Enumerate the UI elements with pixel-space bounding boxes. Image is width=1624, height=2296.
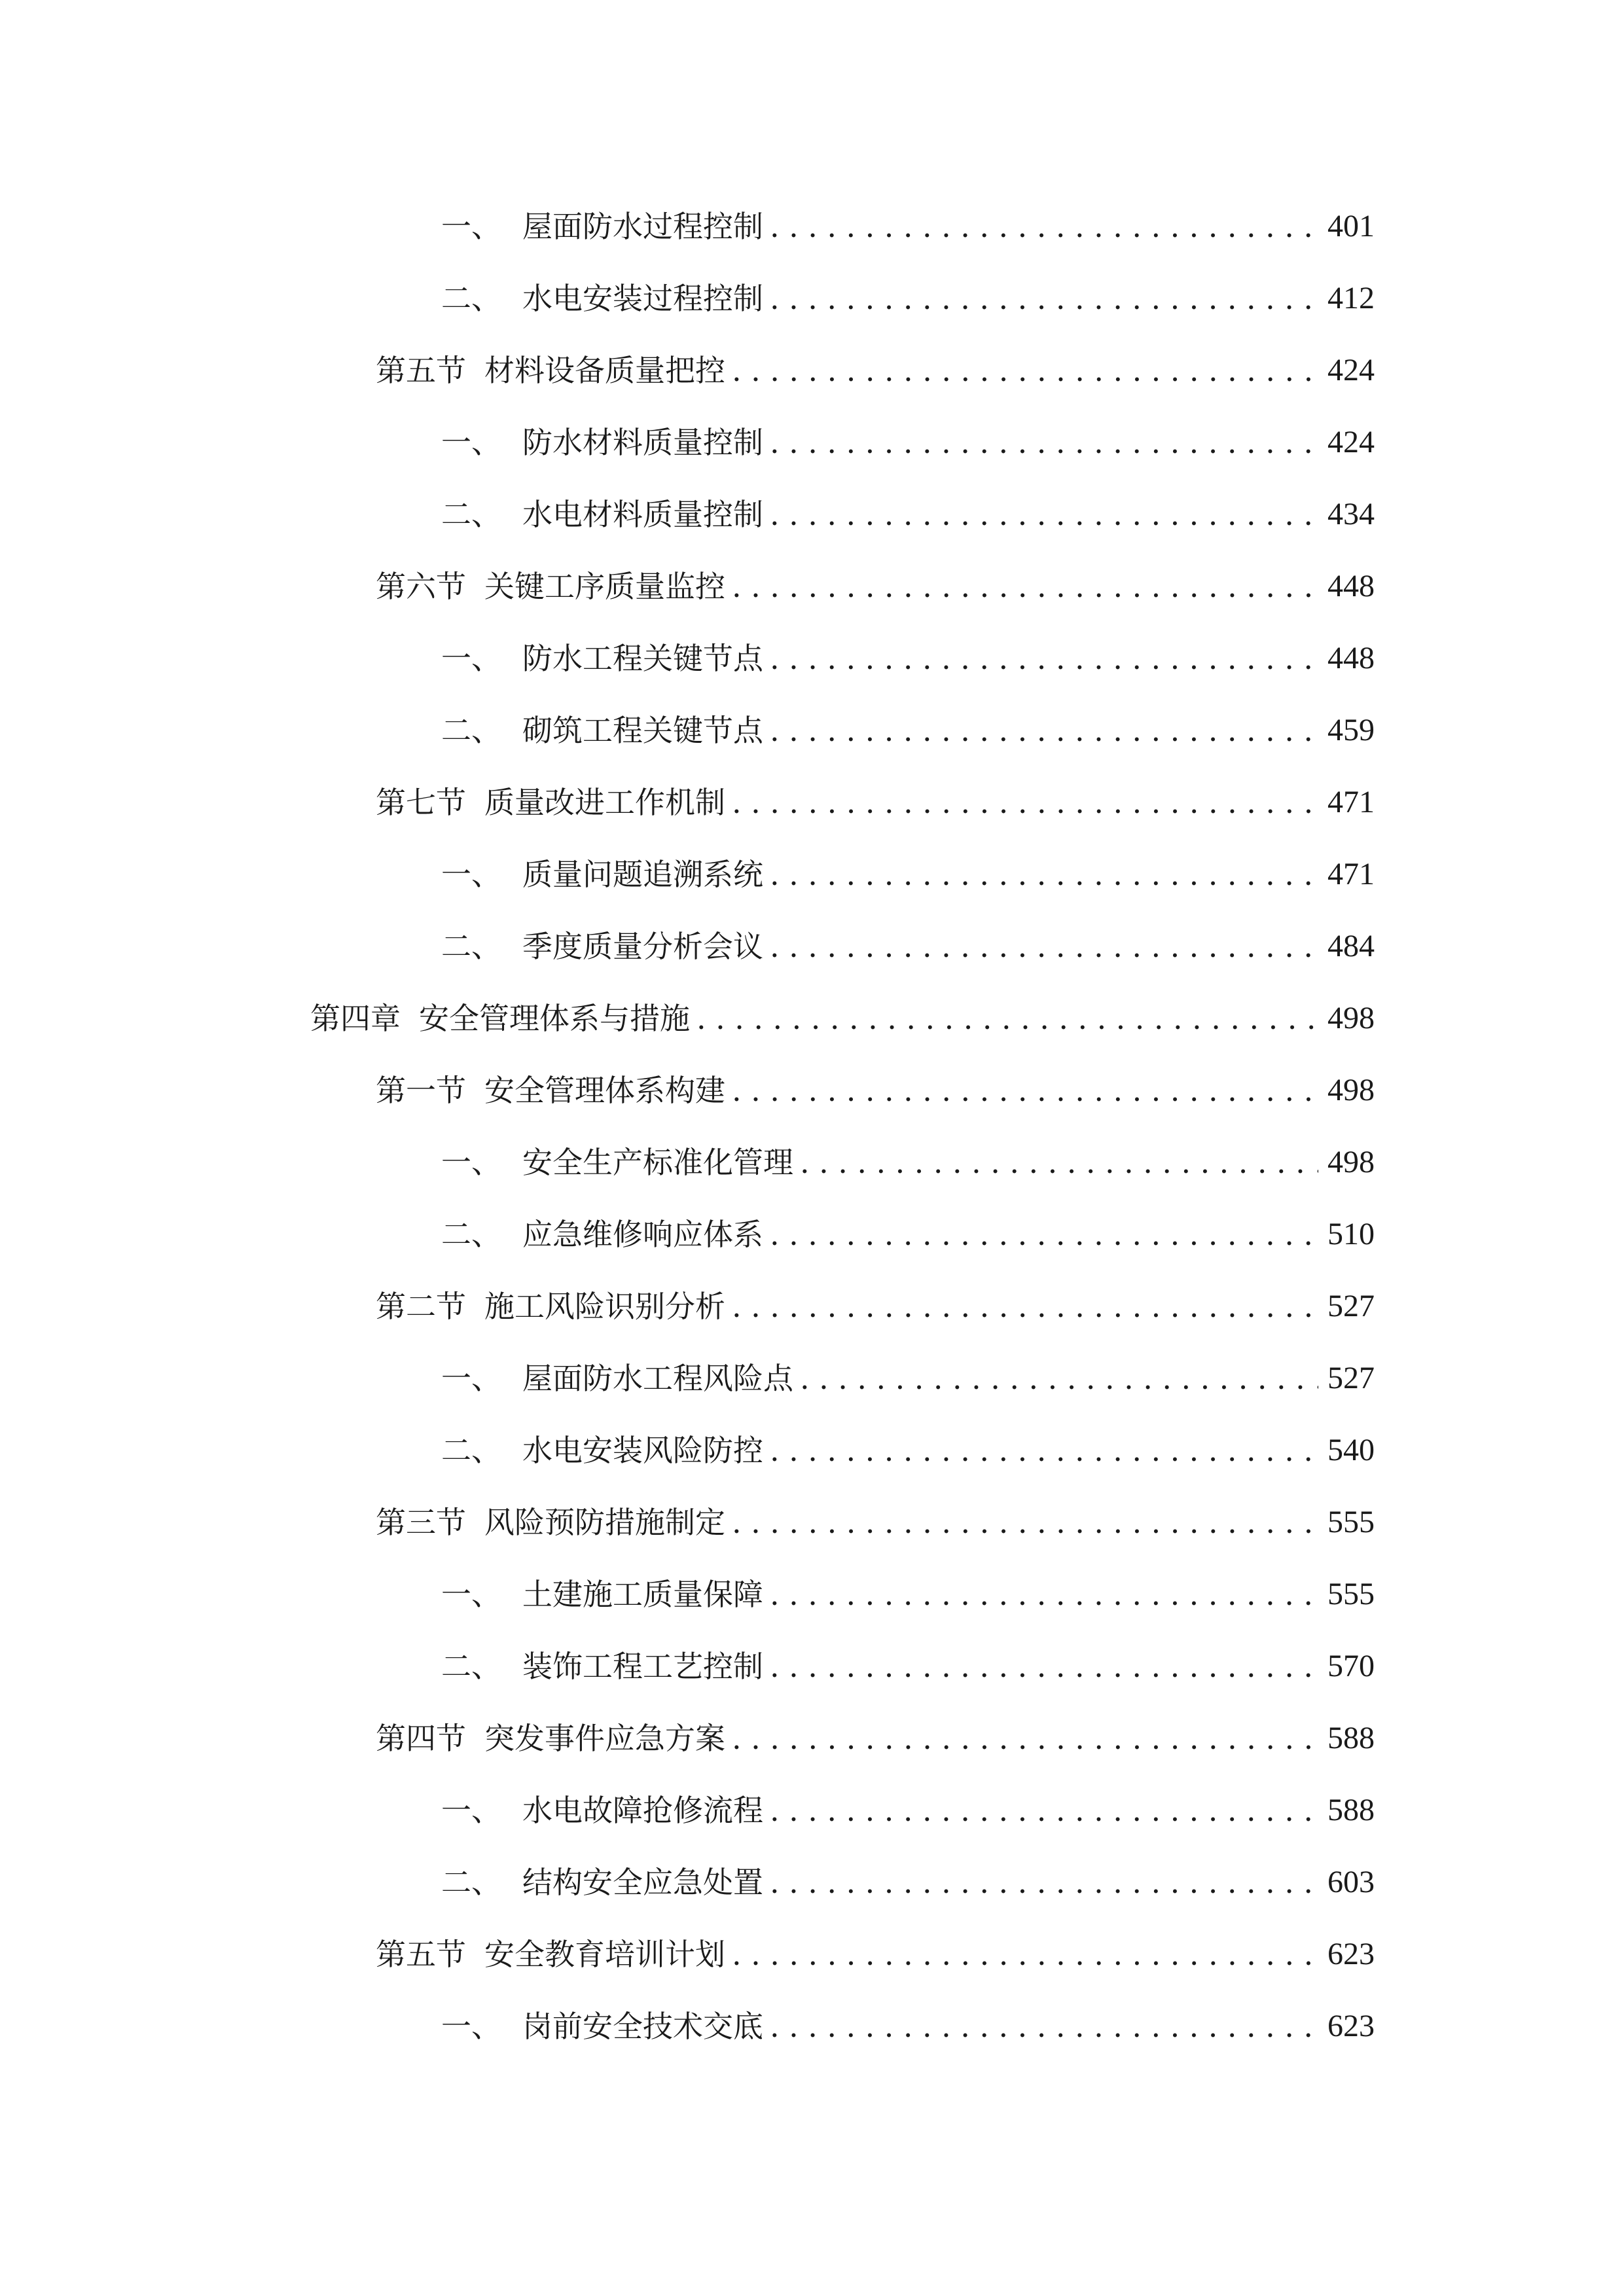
toc-entry-title: 防水材料质量控制 — [522, 425, 763, 460]
dot-leader — [770, 1640, 1318, 1693]
dot-leader — [800, 1352, 1318, 1405]
toc-entry-number: 一、 — [441, 1361, 501, 1396]
toc-entry-title: 土建施工质量保障 — [522, 1577, 763, 1612]
toc-entry-page: 448 — [1327, 641, 1375, 675]
toc-entry-title: 风险预防措施制定 — [484, 1505, 725, 1540]
toc-entry-title: 砌筑工程关键节点 — [522, 713, 763, 748]
toc-entry[interactable] — [376, 1496, 1375, 1549]
toc-entry-page: 623 — [1327, 2009, 1375, 2043]
toc-entry[interactable] — [441, 1208, 1375, 1261]
dot-leader — [770, 920, 1318, 973]
toc-entry-number: 二、 — [441, 281, 501, 316]
toc-entry-page: 459 — [1327, 713, 1375, 747]
dot-leader — [732, 560, 1318, 613]
toc-entry-title: 安全管理体系构建 — [484, 1073, 725, 1108]
toc-entry-title: 装饰工程工艺控制 — [522, 1649, 763, 1684]
toc-entry-page: 540 — [1327, 1433, 1375, 1467]
toc-entry-title: 应急维修响应体系 — [522, 1217, 763, 1252]
toc-entry-page: 588 — [1327, 1793, 1375, 1827]
dot-leader — [732, 1928, 1318, 1981]
dot-leader — [770, 1208, 1318, 1261]
toc-entry-page: 434 — [1327, 497, 1375, 531]
toc-entry[interactable] — [376, 1928, 1375, 1981]
toc-entry-page: 603 — [1327, 1865, 1375, 1899]
toc-entry[interactable] — [441, 488, 1375, 541]
toc-entry[interactable] — [441, 920, 1375, 973]
dot-leader — [770, 2000, 1318, 2053]
toc-entry-number: 第五节 — [376, 353, 466, 388]
toc-entry-number: 第二节 — [376, 1289, 466, 1324]
toc-entry-number: 二、 — [441, 1217, 501, 1252]
toc-entry-number: 一、 — [441, 857, 501, 892]
toc-entry-number: 一、 — [441, 1145, 501, 1180]
dot-leader — [732, 1712, 1318, 1765]
dot-leader — [770, 1856, 1318, 1909]
toc-entry-page: 510 — [1327, 1217, 1375, 1251]
toc-entry-title: 屋面防水工程风险点 — [522, 1361, 793, 1396]
toc-entry-number: 二、 — [441, 1433, 501, 1468]
toc-entry-title: 屋面防水过程控制 — [522, 209, 763, 244]
toc-entry[interactable] — [441, 848, 1375, 901]
toc-entry-title: 安全生产标准化管理 — [522, 1145, 793, 1180]
dot-leader — [770, 632, 1318, 685]
toc-entry-number: 二、 — [441, 929, 501, 964]
toc-entry-number: 第六节 — [376, 569, 466, 604]
toc-entry-page: 448 — [1327, 569, 1375, 603]
toc-entry-page: 527 — [1327, 1289, 1375, 1323]
toc-entry[interactable] — [441, 416, 1375, 469]
toc-entry[interactable] — [441, 1352, 1375, 1405]
toc-entry-page: 498 — [1327, 1073, 1375, 1107]
toc-entry-page: 570 — [1327, 1649, 1375, 1683]
toc-entry-page: 471 — [1327, 857, 1375, 891]
dot-leader — [770, 848, 1318, 901]
toc-entry[interactable] — [441, 704, 1375, 757]
dot-leader — [770, 1568, 1318, 1621]
toc-entry-page: 471 — [1327, 785, 1375, 819]
toc-entry-number: 一、 — [441, 2009, 501, 2044]
toc-entry[interactable] — [376, 344, 1375, 397]
dot-leader — [732, 1496, 1318, 1549]
toc-entry-number: 第四章 — [310, 1001, 401, 1036]
toc-entry-title: 岗前安全技术交底 — [522, 2009, 763, 2044]
toc-entry[interactable] — [376, 776, 1375, 829]
toc-entry-number: 一、 — [441, 209, 501, 244]
toc-entry[interactable] — [441, 200, 1375, 253]
dot-leader — [732, 1064, 1318, 1117]
toc-entry-title: 突发事件应急方案 — [484, 1721, 725, 1756]
toc-entry-number: 第七节 — [376, 785, 466, 820]
toc-entry[interactable] — [441, 632, 1375, 685]
toc-entry-number: 一、 — [441, 425, 501, 460]
dot-leader — [696, 992, 1318, 1045]
toc-entry-page: 424 — [1327, 425, 1375, 459]
toc-entry-title: 安全管理体系与措施 — [419, 1001, 690, 1036]
toc-entry[interactable] — [376, 1280, 1375, 1333]
toc-entry-title: 水电安装过程控制 — [522, 281, 763, 316]
toc-entry-number: 第四节 — [376, 1721, 466, 1756]
toc-entry-number: 一、 — [441, 1793, 501, 1828]
toc-entry-page: 588 — [1327, 1721, 1375, 1755]
toc-entry[interactable] — [376, 1064, 1375, 1117]
dot-leader — [770, 1784, 1318, 1837]
dot-leader — [770, 416, 1318, 469]
toc-entry-page: 527 — [1327, 1361, 1375, 1395]
toc-entry[interactable] — [441, 2000, 1375, 2053]
dot-leader — [770, 272, 1318, 325]
toc-entry-page: 555 — [1327, 1505, 1375, 1539]
toc-entry-number: 一、 — [441, 1577, 501, 1612]
dot-leader — [732, 1280, 1318, 1333]
toc-entry[interactable] — [441, 1568, 1375, 1621]
toc-entry[interactable] — [441, 272, 1375, 325]
toc-entry[interactable] — [310, 992, 1375, 1045]
toc-entry[interactable] — [376, 560, 1375, 613]
toc-entry-number: 第一节 — [376, 1073, 466, 1108]
toc-entry[interactable] — [376, 1712, 1375, 1765]
toc-entry-page: 623 — [1327, 1937, 1375, 1971]
toc-entry[interactable] — [441, 1640, 1375, 1693]
toc-entry-title: 质量改进工作机制 — [484, 785, 725, 820]
toc-entry-number: 第三节 — [376, 1505, 466, 1540]
dot-leader — [732, 776, 1318, 829]
toc-entry[interactable] — [441, 1424, 1375, 1477]
toc-entry-page: 412 — [1327, 281, 1375, 315]
toc-entry-title: 关键工序质量监控 — [484, 569, 725, 604]
toc-entry-page: 484 — [1327, 929, 1375, 963]
toc-entry-page: 555 — [1327, 1577, 1375, 1611]
dot-leader — [770, 1424, 1318, 1477]
toc-entry-title: 安全教育培训计划 — [484, 1937, 725, 1972]
dot-leader — [770, 704, 1318, 757]
toc-entry-title: 施工风险识别分析 — [484, 1289, 725, 1324]
toc-entry-title: 防水工程关键节点 — [522, 641, 763, 676]
toc-entry-number: 二、 — [441, 1865, 501, 1900]
dot-leader — [732, 344, 1318, 397]
toc-entry-title: 水电材料质量控制 — [522, 497, 763, 532]
toc-entry-number: 二、 — [441, 713, 501, 748]
toc-entry-title: 结构安全应急处置 — [522, 1865, 763, 1900]
toc-entry-page: 498 — [1327, 1001, 1375, 1035]
dot-leader — [770, 200, 1318, 253]
toc-entry-title: 水电故障抢修流程 — [522, 1793, 763, 1828]
toc-entry-page: 424 — [1327, 353, 1375, 387]
dot-leader — [770, 488, 1318, 541]
toc-entry-title: 材料设备质量把控 — [484, 353, 725, 388]
toc-entry-page: 498 — [1327, 1145, 1375, 1179]
toc-entry-title: 季度质量分析会议 — [522, 929, 763, 964]
toc-entry-number: 二、 — [441, 497, 501, 532]
toc-entry-number: 第五节 — [376, 1937, 466, 1972]
toc-entry-title: 质量问题追溯系统 — [522, 857, 763, 892]
toc-entry[interactable] — [441, 1136, 1375, 1189]
toc-entry-number: 一、 — [441, 641, 501, 676]
toc-entry[interactable] — [441, 1856, 1375, 1909]
toc-entry-page: 401 — [1327, 209, 1375, 243]
dot-leader — [800, 1136, 1318, 1189]
toc-entry-title: 水电安装风险防控 — [522, 1433, 763, 1468]
toc-entry-number: 二、 — [441, 1649, 501, 1684]
toc-entry[interactable] — [441, 1784, 1375, 1837]
